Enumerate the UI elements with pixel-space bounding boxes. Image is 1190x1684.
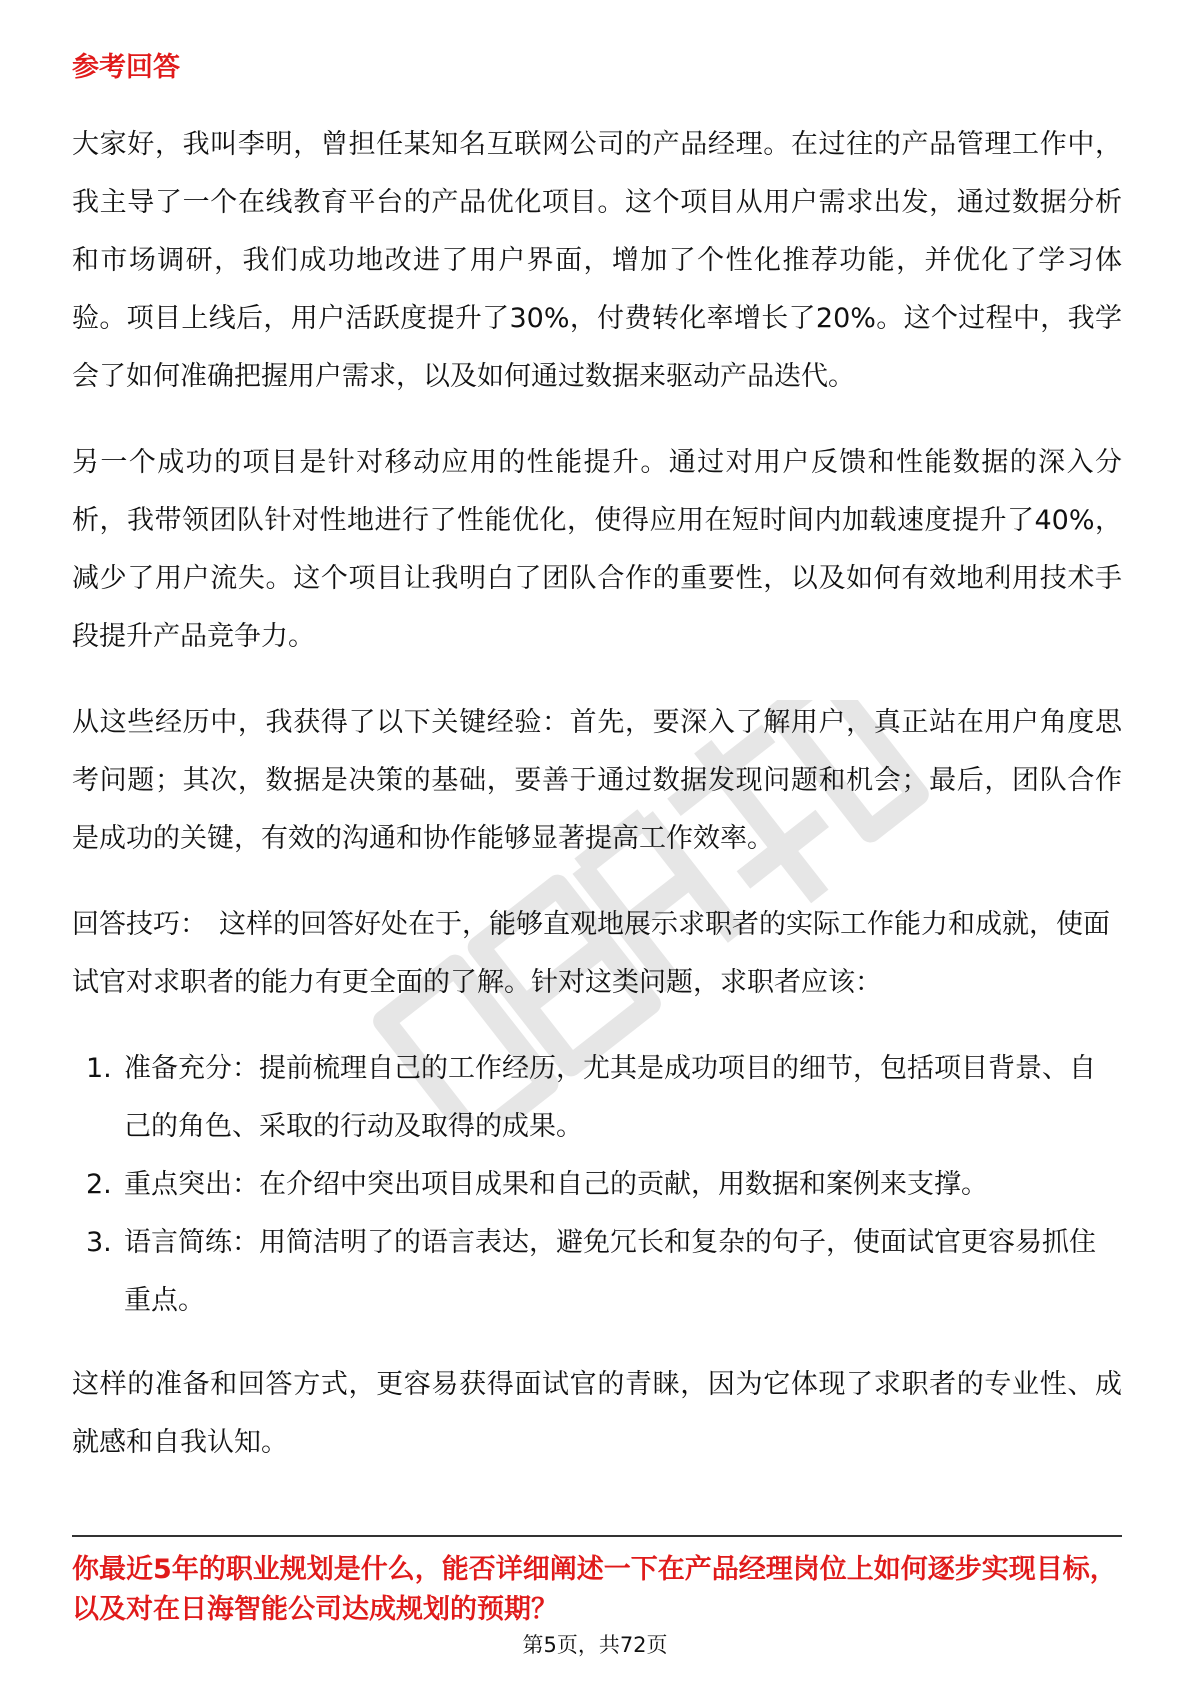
conclusion-paragraph: 这样的准备和回答方式，更容易获得面试官的青睐，因为它体现了求职者的专业性、成就感和自我认知。 (72, 1369, 1122, 1458)
list-item-number: 1. (86, 1053, 112, 1084)
list-item-number: 3. (86, 1227, 112, 1258)
list-item-number: 2. (86, 1169, 112, 1200)
page-number: 第5页，共72页 (522, 1633, 668, 1657)
list-item-text: 重点突出：在介绍中突出项目成果和自己的贡献，用数据和案例来支撑。 (124, 1169, 988, 1200)
tips-label: 回答技巧： (72, 909, 207, 940)
answer-paragraph-3: 从这些经历中，我获得了以下关键经验：首先，要深入了解用户，真正站在用户角度思考问题；其次，数据是决策的基础，要善于通过数据发现问题和机会；最后，团队合作是成功的关键，有效的沟通和协作能够显著提高工作效率。 (72, 707, 1122, 854)
answer-paragraph-1: 大家好，我叫李明，曾担任某知名互联网公司的产品经理。在过往的产品管理工作中，我主导了一个在线教育平台的产品优化项目。这个项目从用户需求出发，通过数据分析和市场调研，我们成功地改进了用户界面，增加了个性化推荐功能，并优化了学习体验。项目上线后，用户活跃度提升了30%，付费转化率增长了20%。这个过程中，我学会了如何准确把握用户需求，以及如何通过数据来驱动产品迭代。 (72, 129, 1122, 392)
list-item (72, 1214, 1122, 1330)
list-item-text: 语言简练：用简洁明了的语言表达，避免冗长和复杂的句子，使面试官更容易抓住重点。 (124, 1227, 1096, 1316)
document-content (72, 48, 1122, 1500)
answer-paragraph-2: 另一个成功的项目是针对移动应用的性能提升。通过对用户反馈和性能数据的深入分析，我带领团队针对性地进行了性能优化，使得应用在短时间内加载速度提升了40%，减少了用户流失。这个项目让我明白了团队合作的重要性，以及如何有效地利用技术手段提升产品竞争力。 (72, 447, 1122, 652)
list-item (72, 1040, 1122, 1156)
list-item (72, 1156, 1122, 1214)
list-item-text: 准备充分：提前梳理自己的工作经历，尤其是成功项目的细节，包括项目背景、自己的角色、采取的行动及取得的成果。 (124, 1053, 1096, 1142)
tips-intro: 这样的回答好处在于，能够直观地展示求职者的实际工作能力和成就，使面试官对求职者的能力有更全面的了解。针对这类问题，求职者应该： (72, 909, 1110, 998)
section-divider (72, 1535, 1122, 1537)
section-heading: 参考回答 (72, 52, 180, 83)
tips-paragraph (72, 896, 1122, 1012)
tips-list (72, 1040, 1122, 1330)
next-question: 你最近5年的职业规划是什么，能否详细阐述一下在产品经理岗位上如何逐步实现目标，以及对在日海智能公司达成规划的预期？ (72, 1554, 1117, 1625)
